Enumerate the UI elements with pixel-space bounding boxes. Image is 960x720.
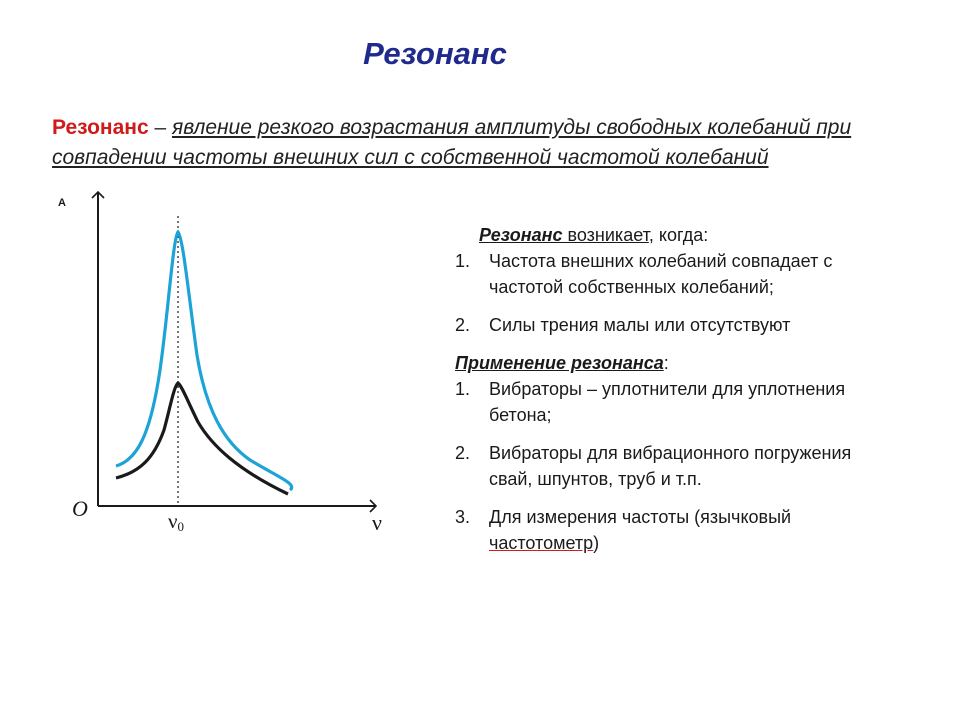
item-text: Для измерения частоты (язычковый [489, 507, 792, 527]
peak-frequency-sub: 0 [177, 519, 184, 534]
y-axis-label: A [58, 197, 66, 209]
item-text: Вибраторы для вибрационного погружения свай, шпунтов, труб и т.п. [489, 443, 852, 489]
peak-frequency-main: ν [168, 509, 178, 533]
item-text: Вибраторы – уплотнители для уплотнения бетона; [489, 379, 846, 425]
list-item [455, 248, 875, 300]
conditions-header-bold: Резонанс [479, 225, 563, 245]
x-axis-label: ν [372, 510, 382, 535]
item-text: Силы трения малы или отсутствуют [489, 315, 791, 335]
conditions-header-mid: возникает [562, 225, 649, 245]
item-number: 2. [455, 443, 471, 463]
list-item [455, 504, 875, 556]
applications-header [455, 350, 875, 376]
applications-list [455, 376, 875, 556]
definition [52, 113, 942, 173]
item-text: Частота внешних колебаний совпадает с частотой собственных колебаний; [489, 251, 833, 297]
text-column [455, 222, 875, 568]
item-number: 1. [455, 251, 471, 271]
definition-text: явление резкого возрастания амплитуды свободных колебаний при совпадении частоты внешних сил с собственной частотой колебаний [52, 116, 852, 169]
applications-header-text: Применение резонанса [455, 353, 664, 373]
item-number: 3. [455, 507, 471, 527]
list-item [455, 312, 875, 338]
origin-label: O [72, 496, 88, 521]
conditions-list [455, 248, 875, 338]
resonance-curve-high [116, 232, 292, 490]
list-item [455, 440, 875, 492]
item-number: 2. [455, 315, 471, 335]
item-text-underlined: частотометр [489, 533, 594, 553]
applications-header-tail: : [663, 353, 669, 373]
conditions-header-tail: , когда: [648, 225, 709, 245]
resonance-graph [40, 180, 410, 550]
item-text-end: ) [593, 533, 600, 553]
definition-dash: – [148, 116, 172, 139]
slide-title: Резонанс [363, 36, 507, 71]
peak-frequency-label [168, 509, 184, 534]
list-item [455, 376, 875, 428]
conditions-header [479, 222, 875, 248]
definition-term: Резонанс [52, 116, 149, 139]
item-number: 1. [455, 379, 471, 399]
